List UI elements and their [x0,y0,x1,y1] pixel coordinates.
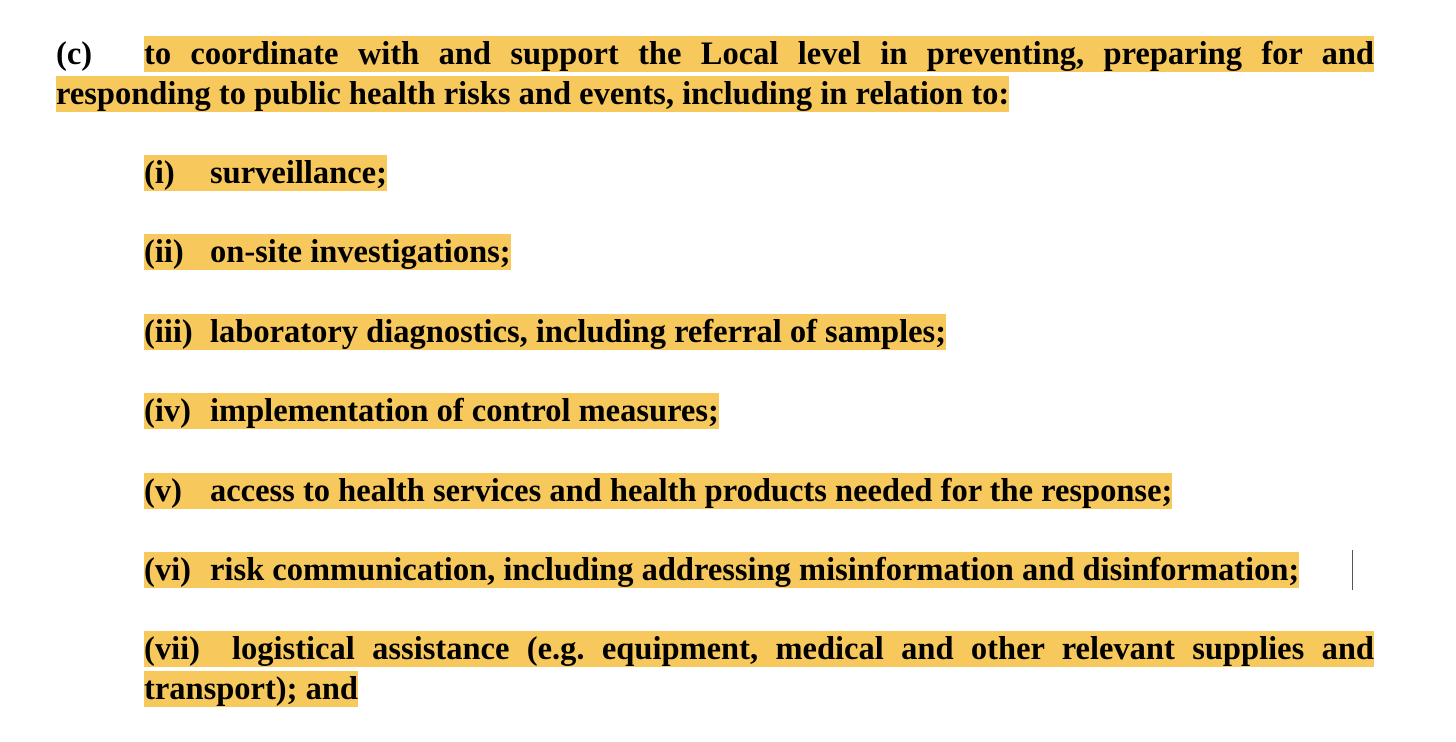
clause-c [56,34,1374,114]
list-item [144,312,946,352]
item-text: risk communication, including addressing misinformation and disinformation; [210,552,1300,588]
item-text: surveillance; [210,155,387,191]
list-item [144,391,719,431]
item-number: (vi) [144,552,191,588]
clause-text: to coordinate with and support the Local level in preventing, preparing for and responding to public health risks and events, including in relation to: [56,36,1374,112]
item-text: on-site investigations; [210,234,511,270]
item-text: laboratory diagnostics, including referral of samples; [210,314,947,350]
text-cursor [1352,550,1353,590]
list-item [144,232,511,272]
clause-label: (c) [56,36,93,72]
item-text: logistical assistance (e.g. equipment, medical and other relevant supplies and transport); and [144,631,1374,707]
item-number: (iv) [144,393,191,429]
list-item [144,471,1172,511]
list-item [144,629,1374,709]
item-number: (ii) [144,234,184,270]
item-number: (iii) [144,314,193,350]
item-text: access to health services and health products needed for the response; [210,473,1173,509]
item-number: (v) [144,473,182,509]
item-number: (vii) [144,631,200,667]
item-text: implementation of control measures; [210,393,719,429]
item-number: (i) [144,155,175,191]
list-item [144,550,1299,590]
list-item [144,153,387,193]
